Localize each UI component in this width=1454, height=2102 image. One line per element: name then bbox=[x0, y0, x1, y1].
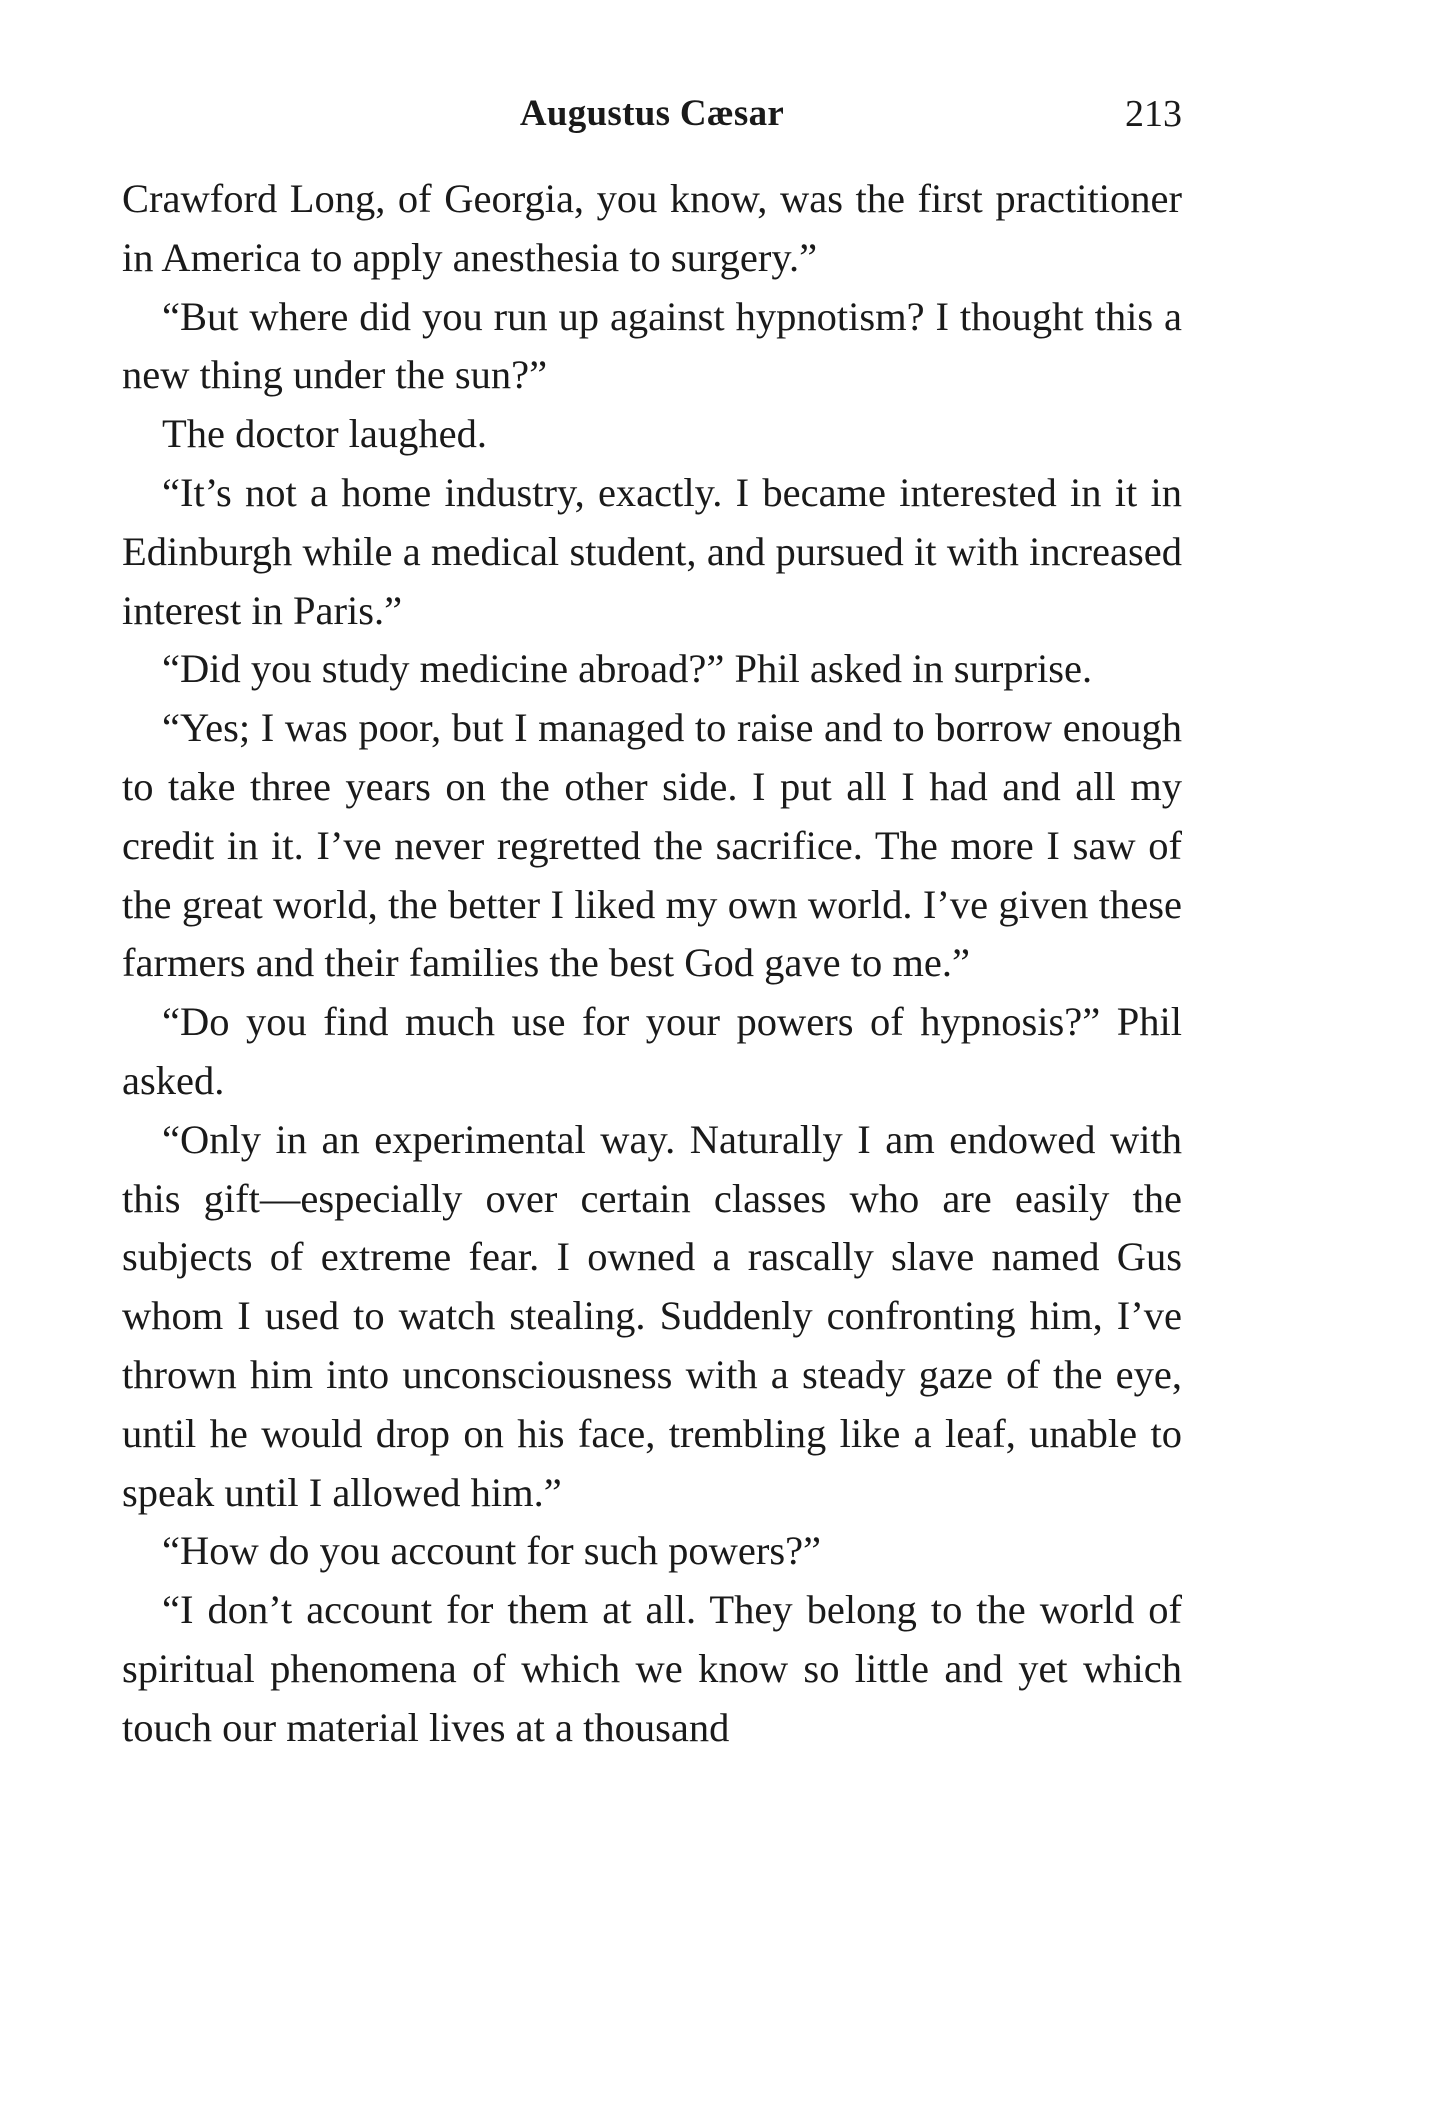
body-text bbox=[122, 170, 1182, 1758]
paragraph: “Did you study medicine abroad?” Phil asked in surprise. bbox=[162, 646, 1093, 692]
paragraph: “Do you find much use for your powers of hypnosis?” Phil asked. bbox=[122, 999, 1182, 1103]
paragraph: “How do you account for such powers?” bbox=[162, 1528, 822, 1574]
paragraph: Crawford Long, of Georgia, you know, was the first practitioner in America to apply anesthesia to surgery.” bbox=[122, 176, 1182, 280]
paragraph: “Yes; I was poor, but I managed to raise and to borrow enough to take three years on the other side. I put all I had and all my credit in it. I’ve never regretted the sacrifice. The more I saw of the great world, the better I liked my own world. I’ve given these farmers and their families the best God gave to me.” bbox=[122, 705, 1182, 986]
running-title: Augustus Cæsar bbox=[519, 93, 785, 134]
page-number: 213 bbox=[1125, 93, 1182, 135]
paragraph: “Only in an experimental way. Naturally I am endowed with this gift—especially over certain classes who are easily the subjects of extreme fear. I owned a rascally slave named Gus whom I used to watch stealing. Suddenly confronting him, I’ve thrown him into unconsciousness with a steady gaze of the eye, until he would drop on his face, trembling like a leaf, unable to speak until I allowed him.” bbox=[122, 1116, 1182, 1515]
paragraph: “But where did you run up against hypnotism? I thought this a new thing under the sun?” bbox=[122, 293, 1182, 398]
paragraph: “It’s not a home industry, exactly. I became interested in it in Edinburgh while a medical student, and pursued it with increased interest in Paris.” bbox=[122, 469, 1182, 633]
paragraph: “I don’t account for them at all. They belong to the world of spiritual phenomena of which we know so little and yet which touch our material lives at a thousand bbox=[122, 1587, 1182, 1750]
running-head bbox=[122, 92, 1182, 142]
paragraph: The doctor laughed. bbox=[162, 411, 488, 457]
